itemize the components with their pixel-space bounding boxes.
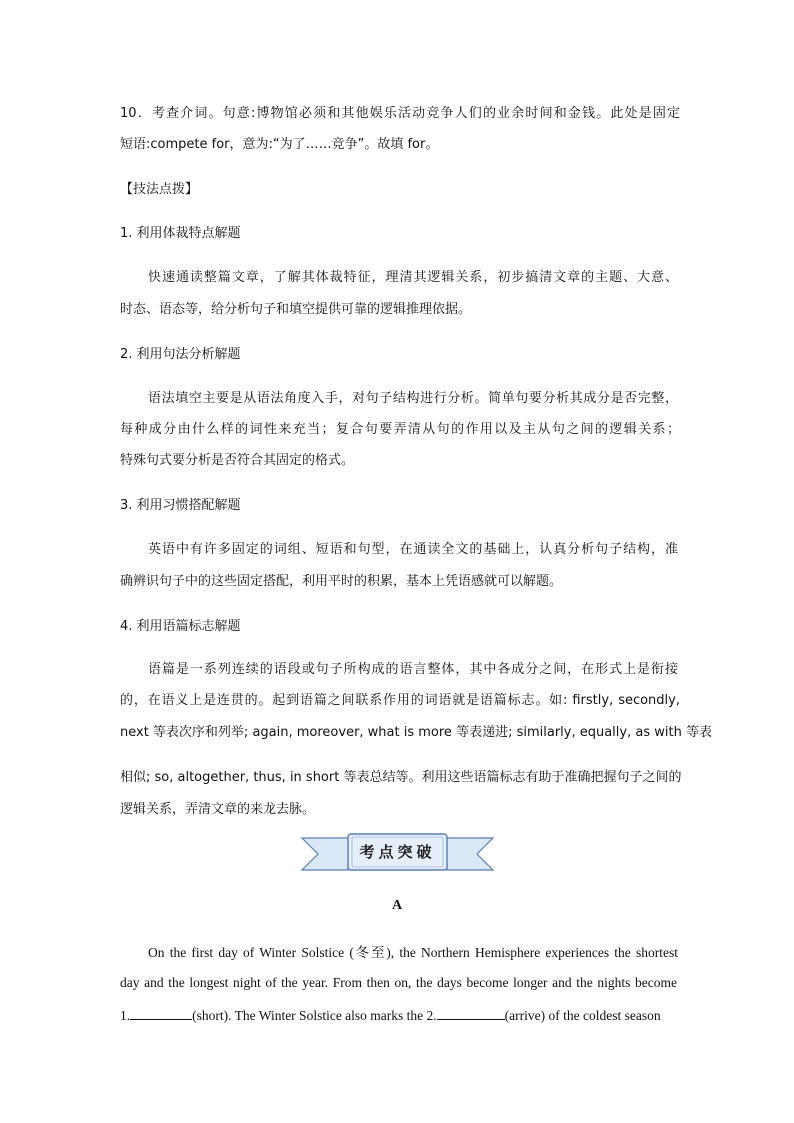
section-4-line3: next 等表次序和列举; again, moreover, what is more 等表递进; similarly, equally, as with 等表 — [120, 725, 712, 740]
section-3-heading: 3. 利用习惯搭配解题 — [120, 498, 241, 513]
section-4-line4: 相似; so, altogether, thus, in short 等表总结等。利用这些语篇标志有助于准确把握句子之间的 — [120, 770, 682, 785]
passage-line3-middle: (short). The Winter Solstice also marks the 2. — [192, 1008, 437, 1023]
section-4-line5: 逻辑关系，弄清文章的来龙去脉。 — [120, 802, 316, 817]
section-4-heading: 4. 利用语篇标志解题 — [120, 619, 241, 634]
banner-text: 考点突破 — [359, 843, 436, 861]
passage-line3-end: (arrive) of the coldest season — [504, 1008, 661, 1023]
section-1-heading: 1. 利用体裁特点解题 — [120, 226, 241, 241]
section-4-line2: 的，在语义上是连贯的。起到语篇之间联系作用的词语就是语篇标志。如: firstly, secondly, — [120, 693, 680, 708]
passage-letter: A — [391, 898, 403, 913]
section-3-line2: 确辨识句子中的这些固定搭配，利用平时的积累，基本上凭语感就可以解题。 — [120, 574, 563, 589]
section-banner — [300, 832, 495, 876]
section-1-line2: 时态、语态等，给分析句子和填空提供可靠的逻辑推理依据。 — [120, 302, 472, 317]
passage-line3 — [120, 1005, 680, 1025]
section-2-line1: 语法填空主要是从语法角度入手，对句子结构进行分析。简单句要分析其成分是否完整， — [148, 391, 678, 406]
blank-1[interactable] — [130, 1005, 192, 1020]
section-2-heading: 2. 利用句法分析解题 — [120, 347, 241, 362]
passage-line1: On the first day of Winter Solstice (冬至), the Northern Hemisphere experiences the shortest — [148, 945, 678, 960]
passage-line2: day and the longest night of the year. From then on, the days become longer and the nights become — [120, 975, 677, 990]
section-3-line1: 英语中有许多固定的词组、短语和句型，在通读全文的基础上，认真分析句子结构，准 — [148, 542, 678, 557]
section-2-line3: 特殊句式要分析是否符合其固定的格式。 — [120, 453, 355, 468]
item10-line2: 短语:compete for，意为:“为了……竞争”。故填 for。 — [120, 137, 439, 152]
section-2-line2: 每种成分由什么样的词性来充当；复合句要弄清从句的作用以及主从句之间的逻辑关系； — [120, 422, 680, 437]
section-4-line1: 语篇是一系列连续的语段或句子所构成的语言整体，其中各成分之间，在形式上是衔接 — [148, 662, 678, 677]
tips-title: 【技法点拨】 — [120, 182, 199, 197]
blank-2[interactable] — [437, 1005, 505, 1020]
blank-1-number: 1. — [120, 1008, 131, 1023]
section-1-line1: 快速通读整篇文章，了解其体裁特征，理清其逻辑关系，初步搞清文章的主题、大意、 — [148, 270, 678, 285]
item10-line1: 10．考查介词。句意:博物馆必须和其他娱乐活动竞争人们的业余时间和金钱。此处是固定 — [120, 106, 680, 121]
